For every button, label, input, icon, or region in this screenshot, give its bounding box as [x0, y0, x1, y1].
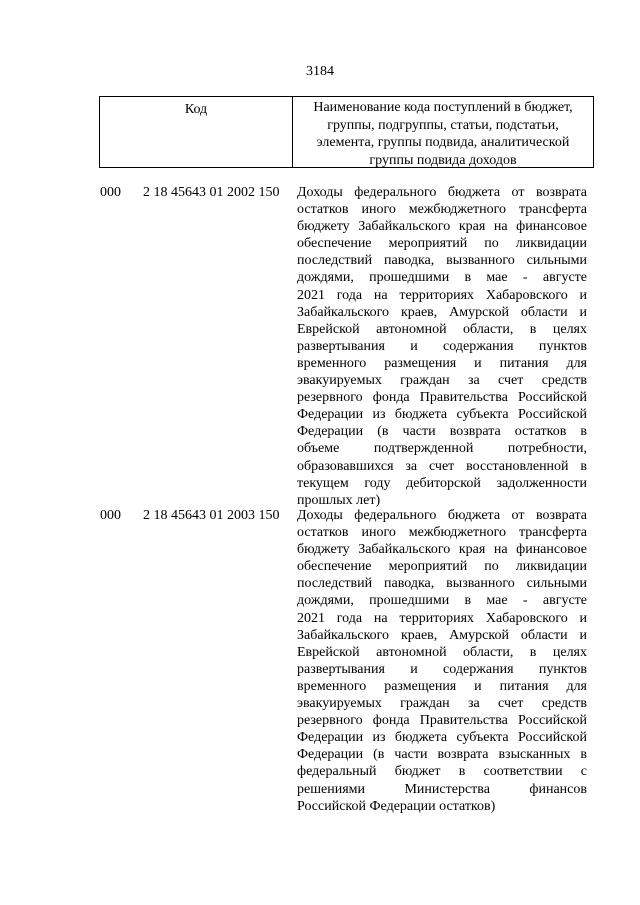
description-line: бюджету Забайкальского края на финансовое: [297, 542, 587, 558]
description-line: Доходы федерального бюджета от возврата: [297, 185, 587, 200]
description-line: Забайкальского краев, Амурской области и: [297, 627, 587, 643]
description-line: Забайкальского краев, Амурской области и: [297, 304, 587, 320]
kbk-code: 2 18 45643 01 2002 150: [143, 185, 280, 200]
description-line: последствий паводка, вызванного сильными: [297, 576, 587, 592]
header-code-column: Код: [100, 97, 293, 167]
description-line: остатков иного межбюджетного трансферта: [297, 202, 587, 218]
description-line: резервного фонда Правительства Российской: [297, 390, 587, 406]
description-line: обеспечение мероприятий по ликвидации: [297, 236, 587, 252]
description-line: обеспечение мероприятий по ликвидации: [297, 559, 587, 575]
income-description: [297, 184, 587, 509]
description-line: Еврейской автономной области, в целях: [297, 644, 587, 660]
description-line: последствий паводка, вызванного сильными: [297, 253, 587, 269]
description-line: прошлых лет): [297, 492, 381, 508]
header-name-line: группы, подгруппы, статьи, подстатьи,: [327, 117, 559, 133]
description-line: развертывания и содержания пунктов: [297, 661, 587, 677]
description-line: Российской Федерации остатков): [297, 798, 496, 814]
description-line: Еврейской автономной области, в целях: [297, 321, 587, 337]
description-line: решениями Министерства финансов: [297, 781, 587, 797]
description-line: дождями, прошедшими в мае - августе: [297, 593, 587, 609]
page-number: 3184: [306, 64, 334, 79]
table-header: [99, 96, 594, 168]
header-name-line: элемента, группы подвида, аналитической: [316, 135, 570, 150]
kbk-code: 2 18 45643 01 2003 150: [143, 508, 280, 523]
description-line: бюджету Забайкальского края на финансовое: [297, 219, 587, 235]
description-line: эвакуируемых граждан за счет средств: [297, 373, 587, 389]
description-line: резервного фонда Правительства Российской: [297, 713, 587, 729]
description-line: развертывания и содержания пунктов: [297, 338, 587, 354]
header-name-line: Наименование кода поступлений в бюджет,: [313, 100, 573, 115]
description-line: Федерации из бюджета субъекта Российской: [297, 407, 587, 423]
header-name-line: группы подвида доходов: [369, 152, 517, 168]
admin-code: 000: [100, 185, 121, 200]
description-line: текущем году дебиторской задолженности: [297, 475, 587, 491]
description-line: остатков иного межбюджетного трансферта: [297, 525, 587, 541]
description-line: Доходы федерального бюджета от возврата: [297, 508, 587, 523]
description-line: дождями, прошедшими в мае - августе: [297, 270, 587, 286]
income-description: [297, 507, 587, 815]
header-name-column: [293, 97, 593, 167]
description-line: 2021 года на территориях Хабаровского и: [297, 610, 587, 626]
description-line: федеральный бюджет в соответствии с: [297, 764, 587, 780]
description-line: образовавшихся за счет восстановленной в: [297, 458, 587, 474]
description-line: Федерации (в части возврата взысканных в: [297, 747, 587, 763]
description-line: 2021 года на территориях Хабаровского и: [297, 287, 587, 303]
description-line: временного размещения и питания для: [297, 678, 587, 694]
admin-code: 000: [100, 508, 121, 523]
description-line: временного размещения и питания для: [297, 355, 587, 371]
description-line: объеме подтвержденной потребности,: [297, 441, 587, 457]
description-line: Федерации из бюджета субъекта Российской: [297, 730, 587, 746]
description-line: Федерации (в части возврата остатков в: [297, 424, 587, 440]
description-line: эвакуируемых граждан за счет средств: [297, 696, 587, 712]
